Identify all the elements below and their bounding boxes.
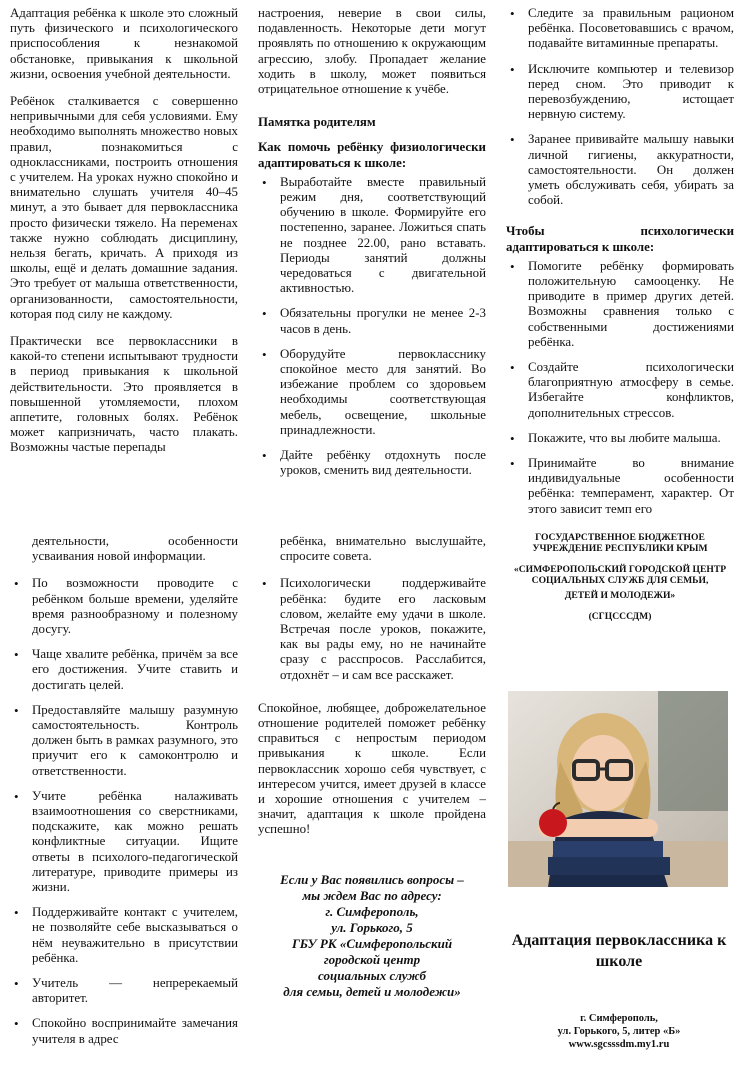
website-link[interactable]: www.sgcsssdm.my1.ru	[568, 1039, 670, 1050]
list-item: • Исключите компьютер и телевизор перед сном. Это приводит к перевозбуждению, истощает нервную систему.	[506, 62, 734, 123]
contact-line: мы ждем Вас по адресу:	[302, 887, 442, 903]
column-2-top	[258, 6, 486, 488]
conditions-paragraph: Ребёнок сталкивается с совершенно непривычными для себя условиями. Ему необходимо выполнять множество новых правил, познакомиться с одноклассниками, построить отношения с учителем. На уроках нужно спокойно и внимательно слушать учителя 40–45 минут, а это бывает для первоклассника просто физически тяжело. На переменах также нужно соблюдать дисциплину, нельзя бегать, кричать. А приходя из школы, ещё и делать домашние задания. Это требует от малыша ответственности, организованности, самостоятельности, которая под силу не каждому.	[10, 94, 238, 321]
child-photo-illustration	[508, 691, 728, 887]
org-line: ГОСУДАРСТВЕННОЕ БЮДЖЕТНОЕ УЧРЕЖДЕНИЕ РЕСПУБЛИКИ КРЫМ	[532, 532, 708, 554]
list-item: • Принимайте во внимание индивидуальные особенности ребёнка: темперамент, характер. От этого зависит темп его	[506, 456, 734, 517]
org-abbreviation: (СГЦСССДМ)	[588, 611, 652, 622]
conclusion-paragraph: Спокойное, любящее, доброжелательное отношение родителей поможет ребёнку справиться с непростым периодом привыкания к школе. Если первоклассник хорошо себя чувствует, с интересом учится, имеет друзей в классе и хорошие отношения с учителем – значит, адаптация к школе пройдена успешно!	[258, 700, 486, 837]
contact-line: городской центр	[323, 951, 421, 967]
org-line: ДЕТЕЙ И МОЛОДЕЖИ»	[564, 590, 676, 601]
footer-line: г. Симферополь,	[580, 1013, 658, 1024]
list-item: • По возможности проводите с ребёнком больше времени, уделяйте время разнообразному и полезному досугу.	[10, 576, 238, 637]
list-item: • Дайте ребёнку отдохнуть после уроков, сменить вид деятельности.	[258, 448, 486, 478]
contact-line: ул. Горького, 5	[331, 919, 413, 935]
list-item: • Спокойно воспринимайте замечания учителя в адрес	[10, 1016, 238, 1046]
list-item: • Предоставляйте малышу разумную самостоятельность. Контроль должен быть в рамках разумного, это приучит его к самоконтролю и ответственности.	[10, 703, 238, 779]
column-2-bottom	[258, 534, 486, 1000]
organization-header	[506, 532, 734, 632]
contact-line: для семьи, детей и молодежи»	[283, 983, 461, 999]
column-3-top	[506, 6, 734, 527]
memo-heading: Памятка родителям	[258, 115, 376, 130]
list-item: • Учитель — непререкаемый авторитет.	[10, 976, 238, 1006]
physiological-list-continued	[506, 6, 734, 208]
list-item: • Создайте психологически благоприятную атмосферу в семье. Избегайте конфликтов, дополнительных стрессов.	[506, 360, 734, 421]
continuation-paragraph: ребёнка, внимательно выслушайте, спросите совета.	[280, 534, 486, 564]
column-1-bottom	[10, 534, 238, 1057]
contact-block	[258, 872, 486, 1000]
difficulties-paragraph: Практически все первоклассники в какой-то степени испытывают трудности в период привыкания к школьной действительности. Это проявляется в повышенной утомляемости, плохом аппетите, головных болях. Ребёнок может капризничать, часто плакать. Возможны частые перепады	[10, 334, 238, 455]
child-photo	[508, 691, 728, 887]
list-item: • Заранее прививайте малышу навыки личной гигиены, аккуратности, самостоятельности. Он должен уметь обслуживать себя, убирать за собой.	[506, 132, 734, 208]
physiological-subheading: Как помочь ребёнку физиологически адаптироваться к школе:	[258, 140, 486, 170]
list-item: • Психологически поддерживайте ребёнка: будите его ласковым словом, желайте ему удачи в школе. Встречая после уроков, покажите, как вы рады ему, но не начинайте сразу с расспросов. Расслабится, отдохнёт – и сам все расскажет.	[258, 576, 486, 682]
continuation-paragraph: деятельности, особенности усваивания новой информации.	[32, 534, 238, 564]
list-item: • Следите за правильным рационом ребёнка. Посоветовавшись с врачом, подавайте витаминные препараты.	[506, 6, 734, 52]
contact-line: ГБУ РК «Симферопольский	[291, 935, 453, 951]
list-item: • Покажите, что вы любите малыша.	[506, 431, 734, 446]
brochure-title: Адаптация первоклассника к школе	[511, 932, 727, 970]
list-item: • Оборудуйте первокласснику спокойное место для занятий. Во избежание проблем со здоровьем необходимы соответствующая мебель, освещение, школьные принадлежности.	[258, 347, 486, 438]
column-1-top	[10, 6, 238, 468]
list-item: • Обязательны прогулки не менее 2-3 часов в день.	[258, 306, 486, 336]
address-footer	[506, 1012, 732, 1051]
support-list	[258, 576, 486, 682]
psychological-list	[506, 259, 734, 517]
intro-paragraph: Адаптация ребёнка к школе это сложный путь физического и психологического приспособления к незнакомой обстановке, привыкания к школьной жизни, освоения учебной деятельности.	[10, 6, 238, 81]
advice-list	[10, 576, 238, 1046]
physiological-list	[258, 175, 486, 479]
mood-paragraph: настроения, неверие в свои силы, подавленность. Некоторые дети могут проявлять по отношению к окружающим агрессию, злобу. Пропадает желание ходить в школу, может появиться отрицательное отношение к учёбе.	[258, 6, 486, 97]
contact-line: социальных служб	[318, 967, 426, 983]
list-item: • Учите ребёнка налаживать взаимоотношения со сверстниками, подскажите, как можно решать конфликтные ситуации. Ищите ответы в психолого-педагогической литературе, приводите примеры из жизни.	[10, 789, 238, 895]
contact-line: г. Симферополь,	[325, 903, 419, 919]
contact-line: Если у Вас появились вопросы –	[280, 871, 464, 887]
list-item: • Помогите ребёнку формировать положительную самооценку. Не приводите в пример других детей. Возможны сравнения только с собственными достижениями ребёнка.	[506, 259, 734, 350]
list-item: • Выработайте вместе правильный режим дня, соответствующий обучению в школе. Формируйте его постепенно, заранее. Ложиться спать не позднее 22.00, рано вставать. Периоды занятий должны чередоваться с двигательной активностью.	[258, 175, 486, 297]
psychological-subheading: Чтобы психологически адаптироваться к школе:	[506, 224, 734, 254]
list-item: • Поддерживайте контакт с учителем, не позволяйте себе высказываться о нём неуважительно в присутствии ребёнка.	[10, 905, 238, 966]
footer-line: ул. Горького, 5, литер «Б»	[557, 1026, 681, 1037]
org-line: «СИМФЕРОПОЛЬСКИЙ ГОРОДСКОЙ ЦЕНТР СОЦИАЛЬНЫХ СЛУЖБ ДЛЯ СЕМЬИ,	[513, 564, 727, 586]
list-item: • Чаще хвалите ребёнка, причём за все его достижения. Учите ставить и достигать целей.	[10, 647, 238, 693]
